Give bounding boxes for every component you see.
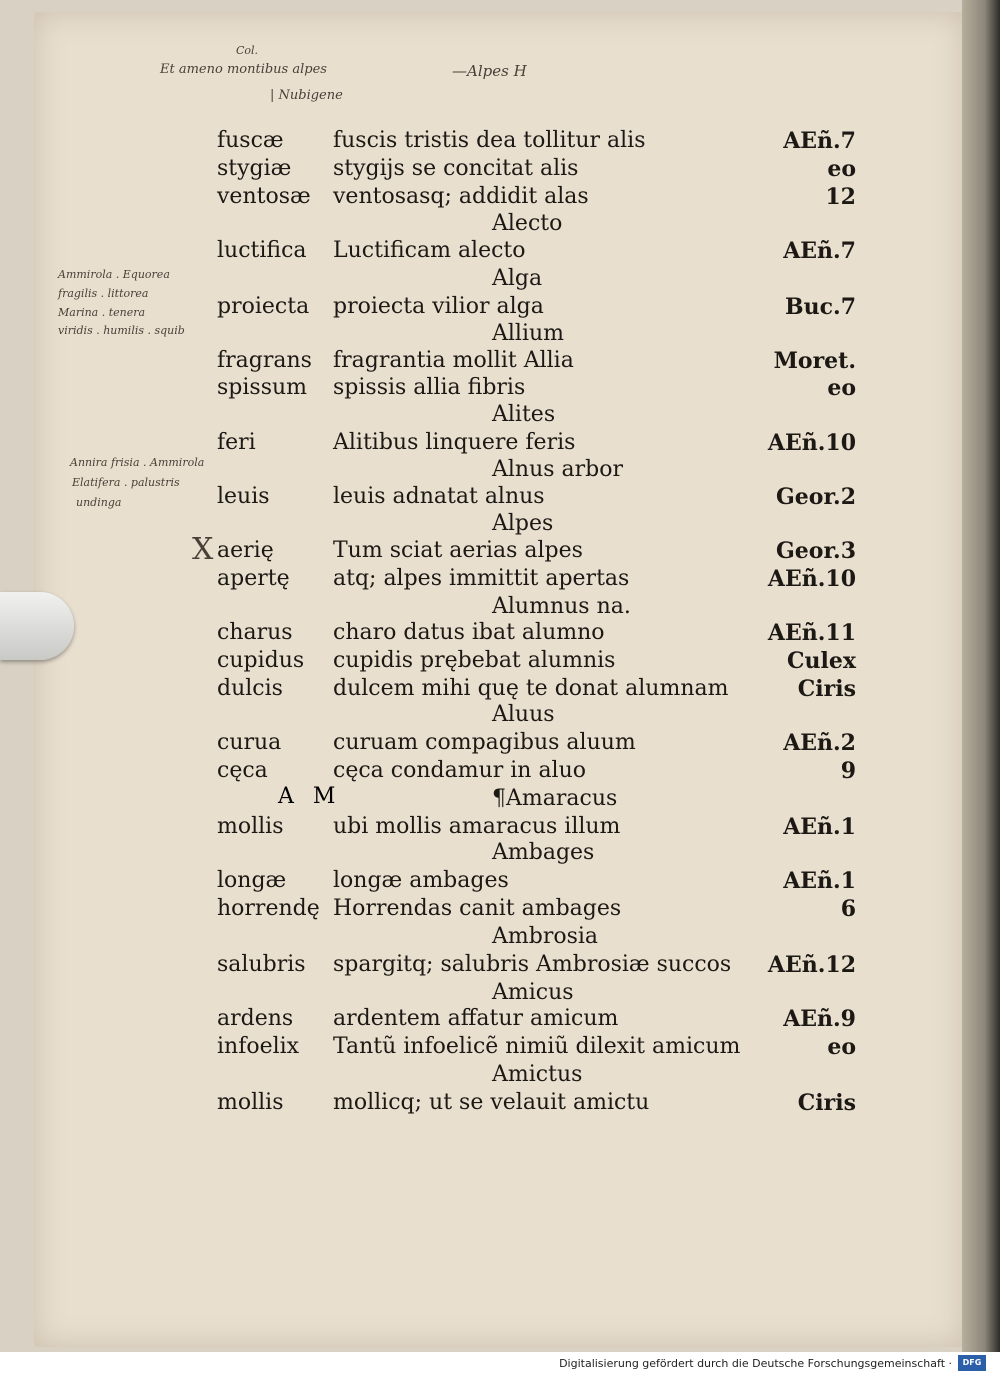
heading-text: Aluus [492, 702, 555, 727]
entry-quote: dulcem mihi quę te donat alumnam [333, 676, 729, 701]
heading-text: Ambrosia [492, 924, 599, 949]
entry-reference: Geor.2 [776, 484, 856, 510]
entry-word: luctifica [217, 238, 307, 263]
entry-word: longæ [217, 868, 287, 893]
marginalia-top-1: Col. [236, 44, 259, 57]
entry-row [0, 758, 1000, 788]
entry-word: mollis [217, 1090, 284, 1115]
heading-text: Alecto [492, 211, 563, 236]
marginalia-left-a3: Marina . tenera [58, 306, 146, 319]
entry-quote: curuam compagibus aluum [333, 730, 636, 755]
marginalia-top-right: —Alpes H [452, 62, 527, 80]
heading-text: Amictus [492, 1062, 583, 1087]
entry-reference: 12 [825, 184, 856, 210]
entry-word: salubris [217, 952, 306, 977]
heading-text: ¶Amaracus [492, 786, 618, 811]
heading-text: Alpes [492, 511, 554, 536]
entry-row [0, 868, 1000, 898]
entry-row [0, 538, 1000, 568]
marginalia-left-a1: Ammirola . Equorea [58, 268, 170, 281]
entry-word: curua [217, 730, 282, 755]
entry-word: leuis [217, 484, 270, 509]
section-mark: A M [278, 784, 342, 809]
entry-row [0, 348, 1000, 378]
entry-row [0, 184, 1000, 214]
entry-word: dulcis [217, 676, 283, 701]
entry-row [0, 128, 1000, 158]
entry-reference: eo [827, 375, 856, 401]
entry-reference: eo [827, 1034, 856, 1060]
heading-text: Alga [492, 266, 543, 291]
entry-row [0, 952, 1000, 982]
entry-reference: AEñ.9 [783, 1006, 856, 1032]
entry-heading [0, 786, 1000, 816]
entry-heading [0, 402, 1000, 432]
heading-text: Ambages [492, 840, 595, 865]
entry-row [0, 238, 1000, 268]
entry-quote: stygijs se concitat alis [333, 156, 579, 181]
entry-reference: AEñ.12 [767, 952, 856, 978]
entry-heading [0, 321, 1000, 351]
entry-reference: 6 [840, 896, 856, 922]
entry-reference: Culex [787, 648, 856, 674]
entry-reference: Buc.7 [785, 294, 856, 320]
entry-word: charus [217, 620, 293, 645]
entry-reference: Geor.3 [776, 538, 856, 564]
entry-word: cupidus [217, 648, 305, 673]
entry-quote: charo datus ibat alumno [333, 620, 605, 645]
entry-heading [0, 211, 1000, 241]
entry-quote: cęca condamur in aluo [333, 758, 587, 783]
marginalia-left-b2: Elatifera . palustris [72, 476, 180, 489]
entry-quote: ubi mollis amaracus illum [333, 814, 621, 839]
marginalia-left-b3: undinga [76, 496, 122, 509]
entry-quote: fragrantia mollit Allia [333, 348, 574, 373]
entry-word: feri [217, 430, 256, 455]
entry-word: ventosæ [217, 184, 311, 209]
entry-quote: Tum sciat aerias alpes [333, 538, 583, 563]
entry-reference: Ciris [797, 676, 856, 702]
entry-quote: Luctificam alecto [333, 238, 526, 263]
footer-bar [0, 1352, 1000, 1377]
entry-heading [0, 266, 1000, 296]
entry-word: ardens [217, 1006, 294, 1031]
entry-reference: AEñ.1 [783, 814, 856, 840]
entry-reference: Ciris [797, 1090, 856, 1116]
marginalia-left-a4: viridis . humilis . squib [58, 324, 185, 337]
heading-text: Allium [492, 321, 565, 346]
entry-heading [0, 702, 1000, 732]
entry-reference: Moret. [773, 348, 856, 374]
entry-quote: Alitibus linquere feris [333, 430, 576, 455]
entry-quote: Tantũ infoelicẽ nimiũ dilexit amicum [333, 1034, 741, 1059]
heading-text: Alumnus na. [492, 594, 631, 619]
entry-quote: cupidis prębebat alumnis [333, 648, 616, 673]
heading-text: Amicus [492, 980, 574, 1005]
heading-text: Alites [492, 402, 556, 427]
entry-reference: eo [827, 156, 856, 182]
entry-word: stygiæ [217, 156, 292, 181]
entry-row [0, 430, 1000, 460]
entry-reference: AEñ.1 [783, 868, 856, 894]
marginalia-mark: X [192, 532, 214, 567]
entry-row [0, 566, 1000, 596]
entry-row [0, 294, 1000, 324]
entry-quote: ventosasq; addidit alas [333, 184, 589, 209]
entry-word: spissum [217, 375, 308, 400]
entry-reference: AEñ.10 [767, 566, 856, 592]
entry-row [0, 648, 1000, 678]
entry-heading [0, 457, 1000, 487]
entry-quote: longæ ambages [333, 868, 509, 893]
dfg-logo: DFG [958, 1355, 986, 1371]
entry-word: apertę [217, 566, 290, 591]
marginalia-left-b1: Annira frisia . Ammirola [70, 456, 205, 469]
entry-row [0, 484, 1000, 514]
entry-heading [0, 1062, 1000, 1092]
entry-reference: AEñ.7 [783, 128, 856, 154]
marginalia-top-2: Et ameno montibus alpes [160, 62, 327, 77]
entry-reference: AEñ.11 [767, 620, 856, 646]
marginalia-top-3: | Nubigene [270, 88, 343, 103]
heading-text: Alnus arbor [492, 457, 624, 482]
entry-quote: leuis adnatat alnus [333, 484, 545, 509]
marginalia-left-a2: fragilis . littorea [58, 287, 149, 300]
entry-word: proiecta [217, 294, 310, 319]
entry-word: infoelix [217, 1034, 300, 1059]
entry-word: aerię [217, 538, 274, 563]
entry-quote: proiecta vilior alga [333, 294, 544, 319]
entry-reference: AEñ.10 [767, 430, 856, 456]
entry-word: mollis [217, 814, 284, 839]
entry-row [0, 1034, 1000, 1064]
entry-word: fragrans [217, 348, 312, 373]
entry-heading [0, 840, 1000, 870]
entry-heading [0, 511, 1000, 541]
entry-quote: Horrendas canit ambages [333, 896, 622, 921]
entry-row [0, 1006, 1000, 1036]
footer-credit: Digitalisierung gefördert durch die Deutsche Forschungsgemeinschaft · [559, 1357, 952, 1370]
entry-word: fuscæ [217, 128, 284, 153]
entry-reference: 9 [840, 758, 856, 784]
entry-row [0, 375, 1000, 405]
entry-row [0, 156, 1000, 186]
entry-quote: atq; alpes immittit apertas [333, 566, 630, 591]
entry-quote: mollicq; ut se velauit amictu [333, 1090, 650, 1115]
entry-quote: spargitq; salubris Ambrosiæ succos [333, 952, 732, 977]
entry-reference: AEñ.2 [783, 730, 856, 756]
entry-reference: AEñ.7 [783, 238, 856, 264]
entry-row [0, 1090, 1000, 1120]
entry-row [0, 896, 1000, 926]
entry-quote: fuscis tristis dea tollitur alis [333, 128, 646, 153]
entry-word: horrendę [217, 896, 320, 921]
entry-row [0, 620, 1000, 650]
entry-row [0, 730, 1000, 760]
entry-quote: ardentem affatur amicum [333, 1006, 619, 1031]
entry-heading [0, 924, 1000, 954]
entry-word: cęca [217, 758, 268, 783]
entry-quote: spissis allia fibris [333, 375, 526, 400]
